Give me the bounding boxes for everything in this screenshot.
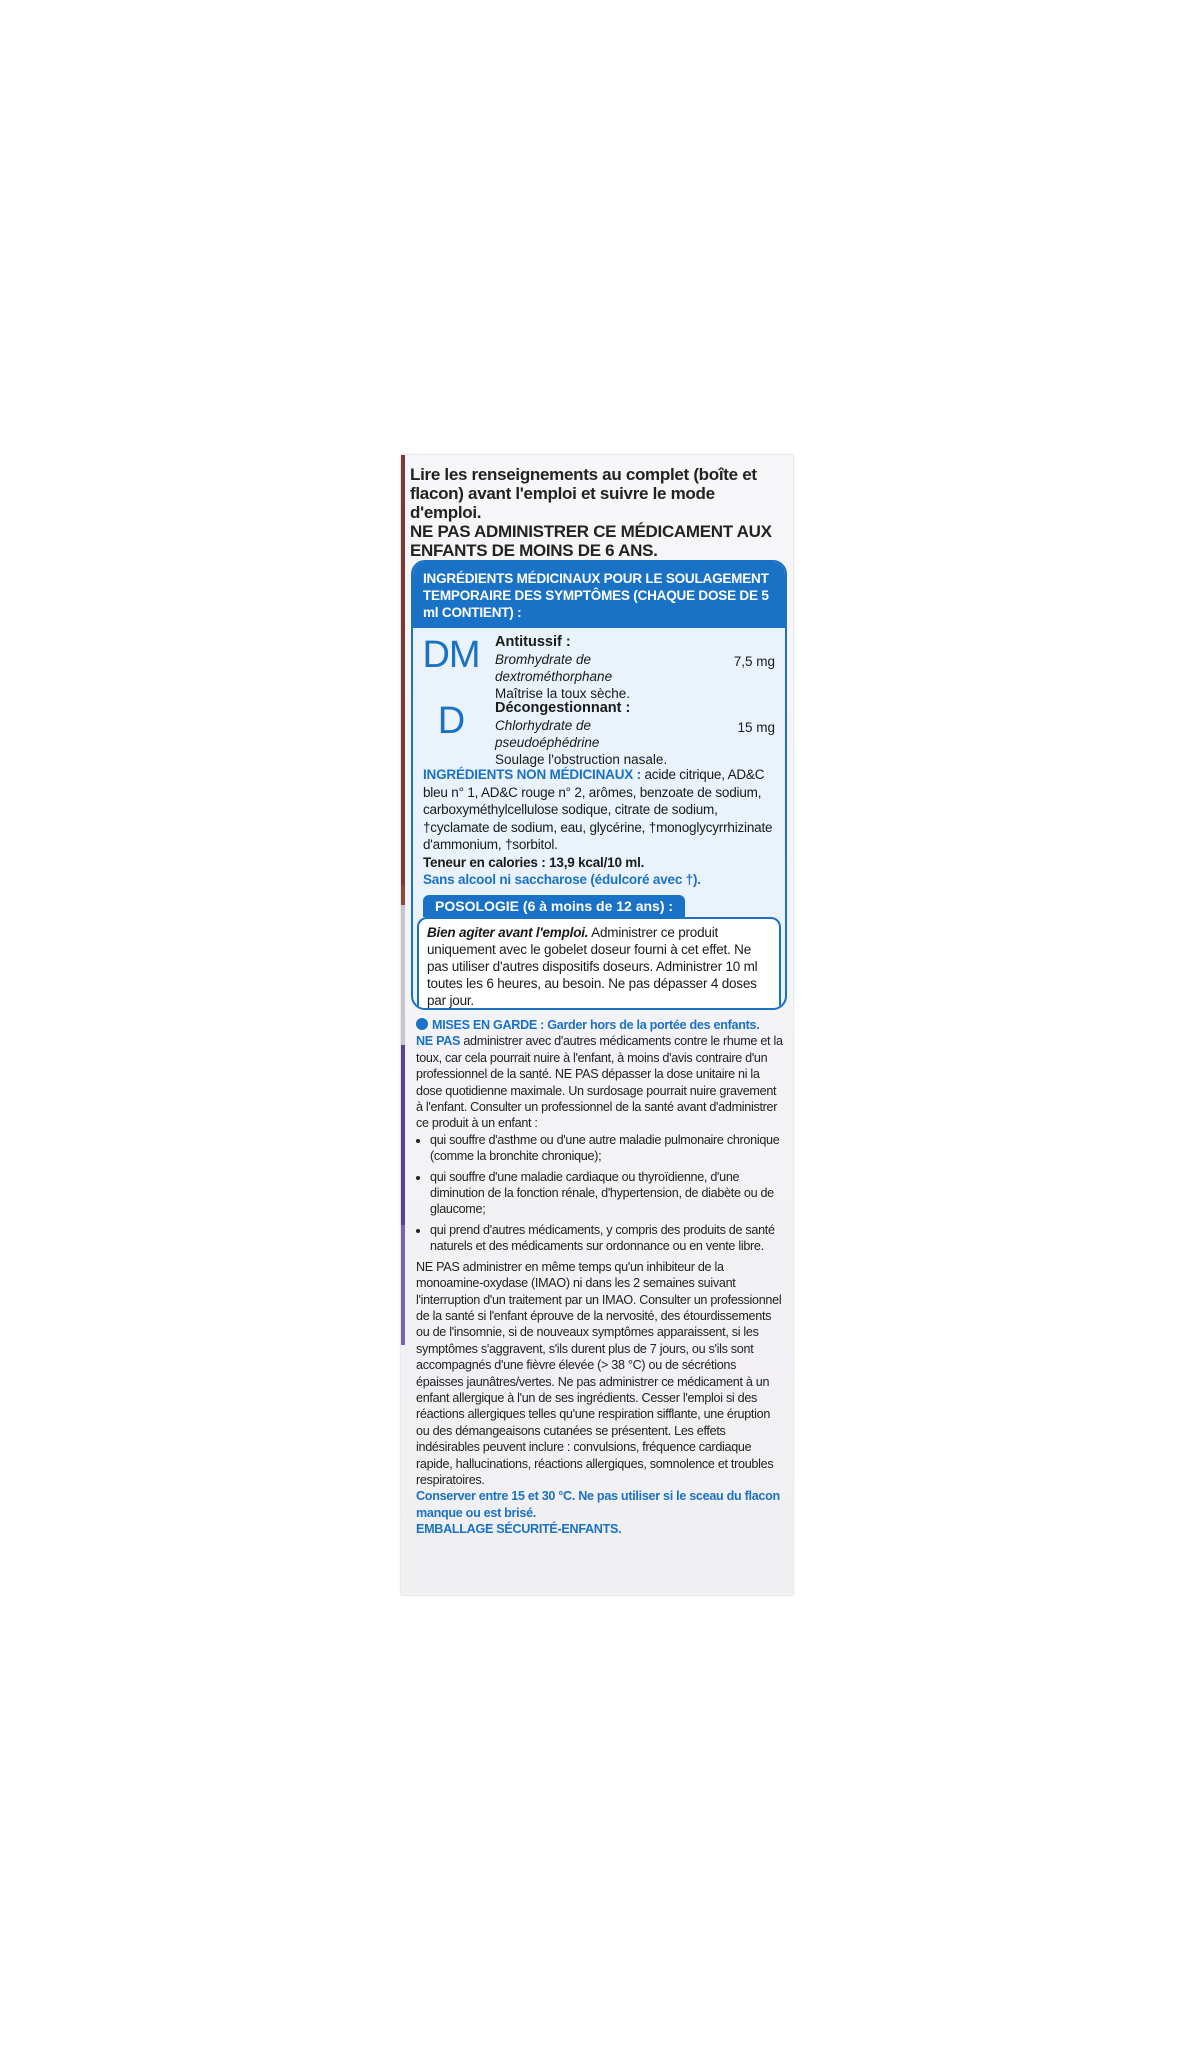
ingredient-row	[413, 628, 785, 701]
warnings-label: MISES EN GARDE :	[432, 1018, 545, 1032]
box-edge-stripe	[401, 455, 405, 885]
list-item: • qui souffre d'asthme ou d'une autre maladie pulmonaire chronique (comme la bronchite chronique);	[430, 1132, 784, 1165]
ingredient-text	[495, 634, 695, 702]
warnings-paragraph-2: NE PAS administrer en même temps qu'un inhibiteur de la monoamine-oxydase (IMAO) ni dans les 2 semaines suivant l'interruption d'un traitement par un IMAO. Consulter un professionnel de la santé si l'enfant éprouve de la nervosité, des étourdissements ou de l'insomnie, si de nouveaux symptômes apparaissent, si les symptômes s'aggravent, s'ils durent plus de 7 jours, ou s'ils sont accompagnés d'une fièvre élevée (> 38 °C) ou de sécrétions épaisses jaunâtres/vertes. Ne pas administrer ce médicament à un enfant allergique à l'un de ses ingrédients. Cesser l'emploi si des réactions allergiques telles qu'une respiration sifflante, une éruption ou des démangeaisons cutanées se présentent. Les effets indésirables peuvent inclure : convulsions, fréquence cardiaque rapide, hallucinations, réactions allergiques, somnolence et troubles respiratoires.	[416, 1259, 782, 1487]
warnings-list	[416, 1132, 784, 1255]
posologie-lead: Bien agiter avant l'emploi.	[427, 924, 589, 940]
list-item: • qui prend d'autres médicaments, y compris des produits de santé naturels et des médicaments sur ordonnance ou en vente libre.	[430, 1222, 784, 1255]
ingredient-category: Antitussif :	[495, 634, 571, 650]
ingredient-category: Décongestionnant :	[495, 700, 631, 716]
warnings-keep-away: Garder hors de la portée des enfants.	[544, 1018, 760, 1032]
intro-line-warning: NE PAS ADMINISTRER CE MÉDICAMENT AUX ENFANTS DE MOINS DE 6 ANS.	[410, 522, 772, 560]
calorie-content: Teneur en calories : 13,9 kcal/10 ml.	[423, 854, 645, 870]
warnings-heading-line	[416, 1017, 784, 1033]
posologie-text: Administrer ce produit uniquement avec le gobelet doseur fourni à cet effet. Ne pas utiliser d'autres dispositifs doseurs. Administrer 10 ml toutes les 6 heures, au besoin. Ne pas dépasser 4 doses par jour.	[427, 924, 758, 1008]
packaging-note: EMBALLAGE SÉCURITÉ-ENFANTS.	[416, 1522, 622, 1537]
ingredients-panel	[411, 560, 787, 1010]
ingredient-effect: Soulage l'obstruction nasale.	[495, 752, 668, 767]
warnings-ne-pas: NE PAS	[416, 1034, 461, 1049]
ingredient-effect: Maîtrise la toux sèche.	[495, 686, 631, 701]
non-medicinal-label: INGRÉDIENTS NON MÉDICINAUX :	[423, 767, 641, 782]
list-item: • qui souffre d'une maladie cardiaque ou thyroïdienne, d'une diminution de la fonction rénale, d'hypertension, de diabète ou de glaucome;	[430, 1169, 784, 1218]
ingredient-name: Chlorhydrate de pseudoéphédrine	[495, 718, 600, 750]
ingredient-dose: 15 mg	[737, 720, 775, 735]
ingredient-code: D	[437, 700, 465, 742]
intro-line-read: Lire les renseignements au complet (boîte et flacon) avant l'emploi et suivre le mode d'emploi.	[410, 465, 757, 522]
box-edge-stripe	[401, 905, 405, 1045]
warnings-section	[416, 1017, 784, 1538]
box-edge-stripe	[401, 1045, 405, 1225]
warnings-paragraph	[416, 1033, 784, 1131]
warnings-paragraph-text: administrer avec d'autres médicaments contre le rhume et la toux, car cela pourrait nuire à l'enfant, à moins d'avis contraire d'un professionnel de la santé. NE PAS dépasser la dose unitaire ni la dose quotidienne maximale. Un surdosage pourrait nuire gravement à l'enfant. Consulter un professionnel de la santé avant d'administrer ce produit à un enfant :	[416, 1034, 783, 1131]
ingredient-name: Bromhydrate de dextrométhorphane	[495, 652, 613, 684]
blue-circle-icon	[416, 1018, 428, 1030]
panel-heading: INGRÉDIENTS MÉDICINAUX POUR LE SOULAGEMENT TEMPORAIRE DES SYMPTÔMES (CHAQUE DOSE DE 5 ml CONTIENT) :	[413, 562, 785, 628]
box-edge-stripe	[401, 885, 405, 905]
ingredient-code: DM	[422, 634, 480, 676]
box-edge-stripe	[401, 1225, 405, 1345]
ingredient-row	[413, 694, 785, 767]
ingredient-dose: 7,5 mg	[733, 654, 775, 669]
ingredient-text	[495, 700, 695, 768]
posologie-heading: POSOLOGIE (6 à moins de 12 ans) :	[423, 895, 685, 917]
non-medicinal-ingredients	[413, 760, 785, 889]
posologie-box	[417, 917, 781, 1011]
storage-note: Conserver entre 15 et 30 °C. Ne pas utiliser si le sceau du flacon manque ou est brisé.	[416, 1489, 780, 1520]
sugar-alcohol-free-note: Sans alcool ni saccharose (édulcoré avec †).	[423, 872, 701, 887]
intro-text	[410, 465, 785, 560]
non-medicinal-list: acide citrique, AD&C bleu n° 1, AD&C rouge n° 2, arômes, benzoate de sodium, carboxyméthylcellulose sodique, citrate de sodium, †cyclamate de sodium, eau, glycérine, †monoglycyrrhizinate d'ammonium, †sorbitol.	[423, 767, 773, 852]
